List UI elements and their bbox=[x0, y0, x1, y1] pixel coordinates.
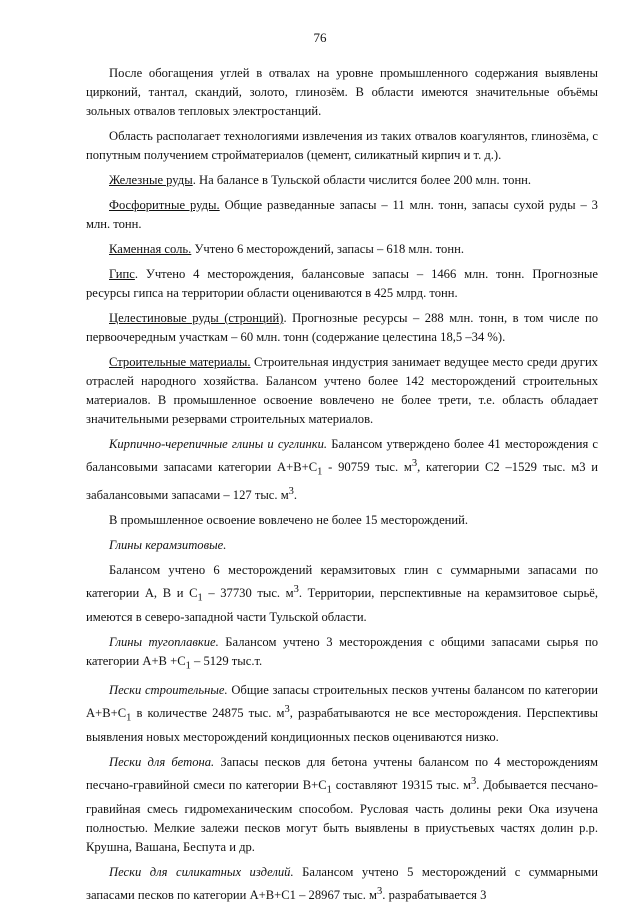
expanded-clays-text-a: Балансом учтено 6 месторождений керамзитовых глин с суммарными запасами по категории А, В и С bbox=[86, 562, 598, 601]
paragraph-ash-technologies: Область располагает технологиями извлечения из таких отвалов коагулянтов, глинозёма, с попутным получением стройматериалов (цемент, силикатный кирпич и т. д.). bbox=[86, 129, 598, 162]
brick-clays-text-a: Балансом утверждено более 41 месторождения с балансовыми запасами категории А+В+С bbox=[86, 437, 598, 475]
concrete-sands-text-b: составляют 19315 тыс. м bbox=[331, 778, 472, 792]
paragraph-coal-processing: После обогащения углей в отвалах на уровне промышленного содержания выявлены цирконий, тантал, скандий, золото, глинозём. В области имеются значительные объёмы зольных отвалов тепловых электростанций. bbox=[86, 66, 598, 118]
concrete-sands-text-a: Запасы песков для бетона учтены балансом по 4 месторождениям песчано-гравийной смеси по категории В+С bbox=[86, 754, 598, 792]
expanded-clays-subscript: 1 bbox=[197, 592, 203, 604]
paragraph-silicate-sands bbox=[86, 863, 598, 905]
paragraph-iron-ores bbox=[86, 171, 598, 190]
paragraph-brick-clays-development: В промышленное освоение вовлечено не более 15 месторождений. bbox=[109, 512, 469, 527]
gypsum-text: . Учтено 4 месторождения, балансовые запасы – 1466 млн. тонн. Прогнозные ресурсы гипса на территории области оцениваются в 425 млрд. тонн. bbox=[86, 267, 598, 300]
refractory-clays-text-b: – 5129 тыс.т. bbox=[190, 653, 263, 668]
paragraph-rock-salt bbox=[86, 240, 598, 259]
section-title-rock-salt: Каменная соль. bbox=[109, 242, 192, 256]
concrete-sands-subscript: 1 bbox=[326, 784, 332, 796]
paragraph-phosphorite-ores bbox=[86, 196, 598, 234]
concrete-sands-text-c: . Добывается песчано-гравийная смесь гидромеханическим способом. Русловая часть долины реки Ока изучена полностью. Мелкие залежи песков могут быть выявлены в приустьевых частях долин р.р. Крушна, Вашана, Беспута и др. bbox=[86, 778, 598, 854]
brick-clays-text-b: - 90759 тыс. м bbox=[322, 460, 412, 475]
paragraph-concrete-sands bbox=[86, 753, 598, 857]
paragraph-construction-sands bbox=[86, 681, 598, 747]
section-title-iron-ores: Железные руды bbox=[109, 173, 193, 187]
silicate-sands-text-a: Балансом учтено 5 месторождений с суммарными запасами песков по категории А+В+С1 – 28967 тыс. м bbox=[86, 864, 599, 902]
rock-salt-text: Учтено 6 месторождений, запасы – 618 млн. тонн. bbox=[191, 242, 464, 256]
brick-clays-superscript-1: 3 bbox=[411, 458, 418, 469]
refractory-clays-subscript: 1 bbox=[185, 660, 191, 672]
silicate-sands-text-b: . разрабатывается 3 bbox=[382, 887, 487, 902]
construction-sands-superscript: 3 bbox=[284, 704, 290, 716]
document-body bbox=[86, 64, 598, 911]
brick-clays-superscript-2: 3 bbox=[288, 485, 294, 497]
paragraph-expanded-clays bbox=[86, 561, 598, 627]
building-materials-text: Строительная индустрия занимает ведущее место среди других отраслей народного хозяйства. Балансом учтено более 142 месторождений строительных материалов. В промышленное освоение вовлечено не более трети, т.е. область обладает значительными резервами строительных материалов. bbox=[86, 355, 598, 426]
celestine-ores-text: . Прогнозные ресурсы – 288 млн. тонн, в том числе по первоочередным участкам – 60 млн. тонн (содержание целестина 18,5 –34 %). bbox=[86, 311, 598, 344]
brick-clays-text-c: , категории С2 –1529 тыс. м3 и забалансовыми запасами – 127 тыс. м bbox=[86, 460, 599, 502]
section-title-gypsum: Гипс bbox=[109, 267, 135, 281]
section-title-celestine-ores: Целестиновые руды (стронций) bbox=[109, 311, 284, 325]
construction-sands-subscript: 1 bbox=[126, 712, 132, 724]
section-title-building-materials: Строительные материалы. bbox=[109, 355, 251, 369]
expanded-clays-text-c: . Территории, перспективные на керамзитовое сырьё, имеются в северо-западной части Тульской области. bbox=[86, 586, 598, 624]
paragraph-celestine-ores bbox=[86, 309, 598, 347]
silicate-sands-superscript: 3 bbox=[377, 885, 383, 897]
brick-clays-text-d: . bbox=[293, 487, 298, 502]
section-title-phosphorite-ores: Фосфоритные руды. bbox=[109, 198, 220, 212]
section-title-concrete-sands: Пески для бетона. bbox=[109, 754, 215, 769]
refractory-clays-text-a: Балансом учтено 3 месторождения с общими запасами сырья по категории А+В +С bbox=[86, 634, 598, 668]
page-number: 76 bbox=[313, 30, 327, 45]
phosphorite-ores-text: Общие разведанные запасы – 11 млн. тонн, запасы сухой руды – 3 млн. тонн. bbox=[86, 198, 598, 231]
concrete-sands-superscript: 3 bbox=[471, 775, 477, 787]
paragraph-building-materials bbox=[86, 353, 598, 429]
paragraph-gypsum bbox=[86, 265, 598, 303]
section-title-brick-clays: Кирпично-черепичные глины и суглинки. bbox=[109, 437, 328, 451]
expanded-clays-superscript: 3 bbox=[293, 583, 299, 595]
section-title-silicate-sands: Пески для силикатных изделий. bbox=[109, 864, 294, 879]
construction-sands-text-c: , разрабатываются не все месторождения. Перспективы выявления новых месторождений кондиционных песков оцениваются низко. bbox=[86, 706, 598, 744]
paragraph-brick-clays bbox=[86, 435, 598, 505]
construction-sands-text-a: Общие запасы строительных песков учтены балансом по категории А+В+С bbox=[86, 683, 598, 721]
section-title-refractory-clays: Глины тугоплавкие. bbox=[109, 634, 219, 649]
section-title-construction-sands: Пески строительные. bbox=[109, 683, 228, 698]
paragraph-refractory-clays bbox=[86, 633, 598, 676]
section-title-expanded-clays: Глины керамзитовые. bbox=[109, 537, 227, 552]
iron-ores-text: . На балансе в Тульской области числится более 200 млн. тонн. bbox=[192, 173, 532, 187]
expanded-clays-text-b: – 37730 тыс. м bbox=[202, 586, 294, 601]
construction-sands-text-b: в количестве 24875 тыс. м bbox=[131, 706, 285, 721]
brick-clays-subscript: 1 bbox=[317, 466, 323, 478]
